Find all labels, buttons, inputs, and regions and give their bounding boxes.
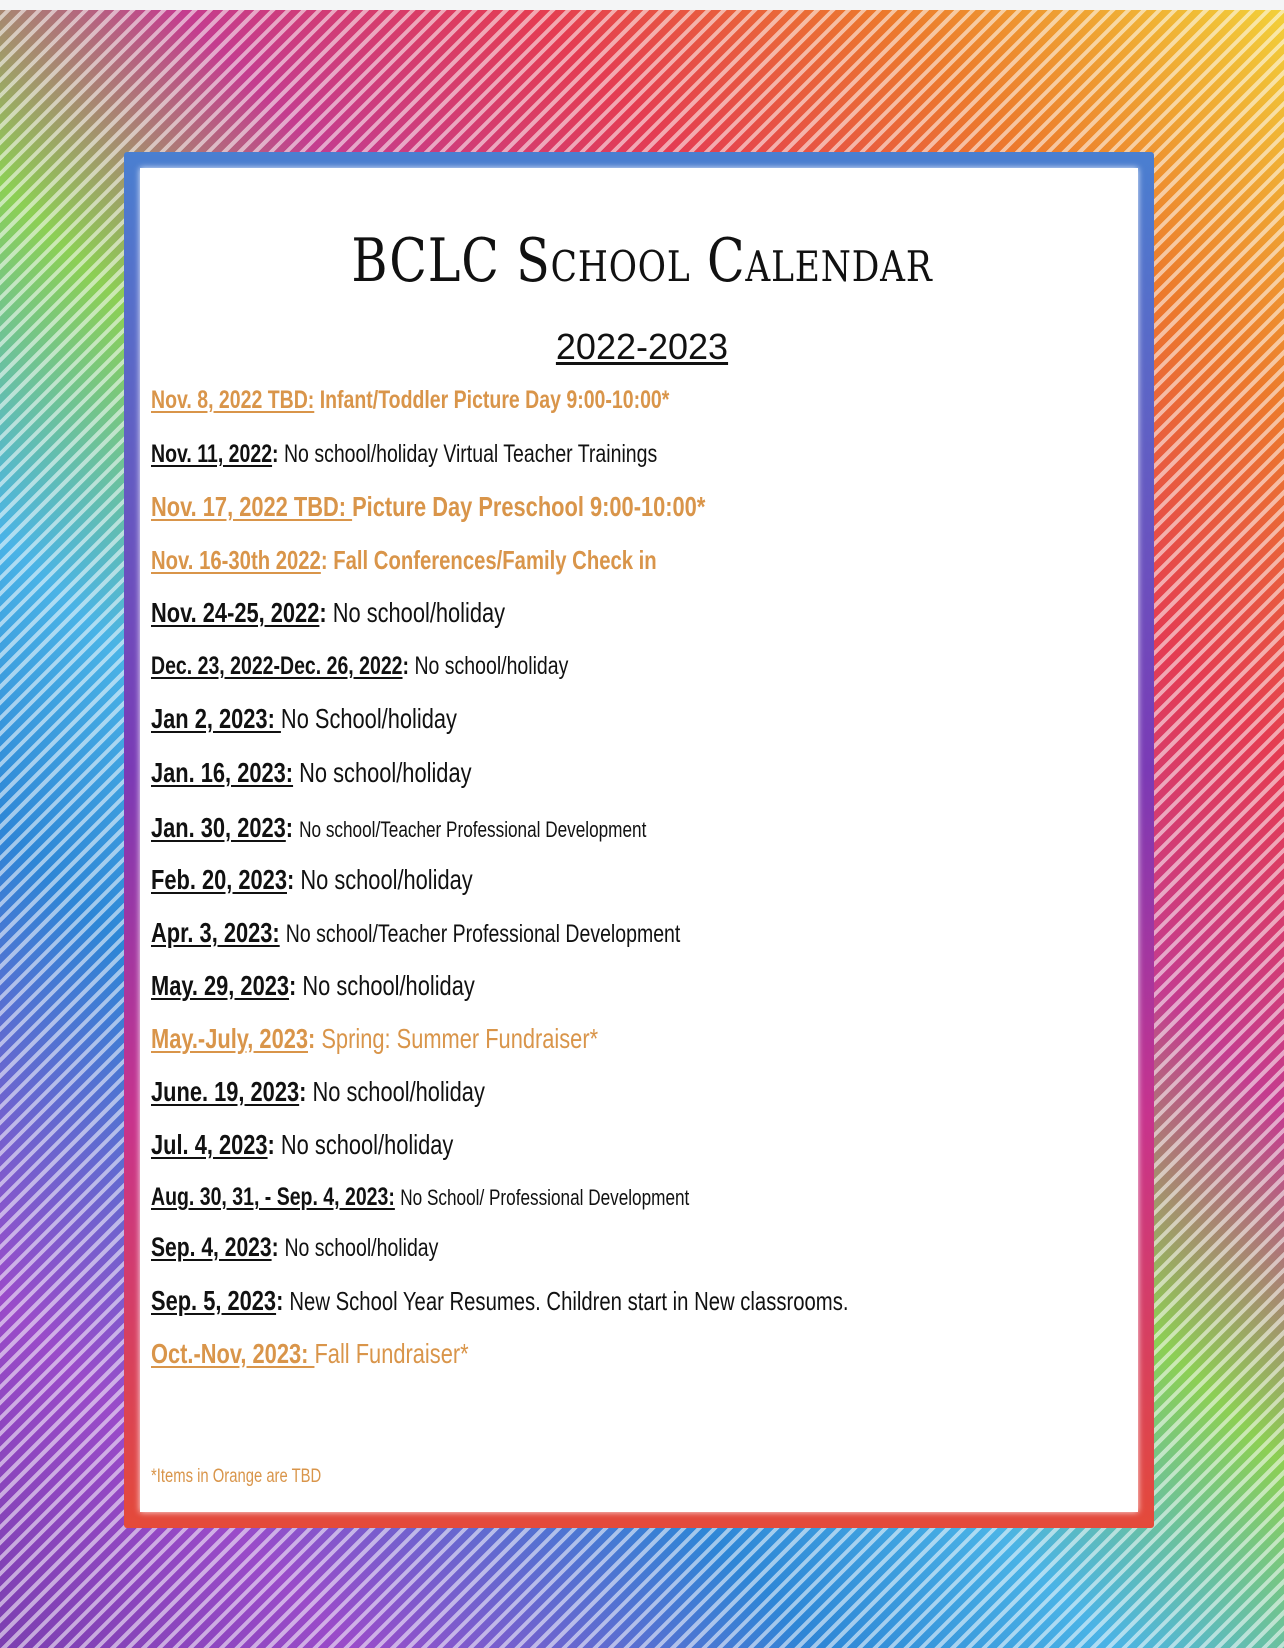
calendar-entry xyxy=(151,491,705,523)
entry-date: Jul. 4, 2023 xyxy=(151,1129,268,1160)
entry-description: No school/holiday xyxy=(300,864,473,895)
entry-date: Nov. 11, 2022 xyxy=(151,440,273,468)
calendar-entry xyxy=(151,1076,485,1108)
entry-description: Picture Day Preschool 9:00-10:00* xyxy=(352,491,706,522)
entry-date: Nov. 17, 2022 TBD: xyxy=(151,491,353,522)
entry-date: Nov. 8, 2022 TBD: xyxy=(151,386,315,414)
calendar-entry xyxy=(151,545,657,576)
entry-description: No school/holiday xyxy=(302,970,475,1001)
calendar-entry xyxy=(151,652,568,681)
entry-date: May.-July, 2023 xyxy=(151,1023,309,1054)
entry-description: No school/holiday xyxy=(312,1076,485,1107)
school-year: 2022-2023 xyxy=(555,326,729,367)
calendar-entry xyxy=(151,970,475,1002)
entry-date: Nov. 16-30th 2022 xyxy=(151,545,321,575)
entry-date: Jan. 30, 2023 xyxy=(151,812,286,843)
top-strip xyxy=(0,0,1284,10)
entry-separator: : xyxy=(286,864,301,895)
calendar-entry xyxy=(151,1285,848,1317)
calendar-entry xyxy=(151,812,646,844)
entry-description: Infant/Toddler Picture Day 9:00-10:00* xyxy=(319,386,670,414)
calendar-entry xyxy=(151,864,473,896)
entry-date: May. 29, 2023 xyxy=(151,970,290,1001)
entry-description: No school/Teacher Professional Development xyxy=(285,920,681,948)
entry-description: Spring: Summer Fundraiser* xyxy=(321,1023,599,1054)
entry-separator: : xyxy=(320,545,334,575)
entry-description: Fall Fundraiser* xyxy=(314,1338,469,1369)
entry-description: Fall Conferences/Family Check in xyxy=(333,545,657,575)
entry-date: Jan. 16, 2023: xyxy=(151,757,294,788)
entry-separator: : xyxy=(267,1129,281,1160)
entry-date: Sep. 5, 2023 xyxy=(151,1285,277,1316)
calendar-entry xyxy=(151,1232,438,1263)
entry-separator: : xyxy=(272,440,284,468)
calendar-entry xyxy=(151,1183,689,1212)
entry-separator: : xyxy=(299,1076,313,1107)
entry-date: Nov. 24-25, 2022 xyxy=(151,597,320,628)
entry-separator: : xyxy=(271,1232,285,1262)
entry-description: No school/Teacher Professional Development xyxy=(299,817,647,842)
calendar-entry xyxy=(151,757,472,789)
calendar-entry xyxy=(151,917,680,949)
entry-description: New School Year Resumes. Children start in New classrooms. xyxy=(289,1286,849,1316)
entry-date: Feb. 20, 2023 xyxy=(151,864,287,895)
entry-date: Aug. 30, 31, - Sep. 4, 2023: xyxy=(151,1183,395,1211)
entry-date: June. 19, 2023 xyxy=(151,1076,300,1107)
entry-date: Dec. 23, 2022-Dec. 26, 2022 xyxy=(151,652,403,680)
entry-separator: : xyxy=(402,652,415,680)
entry-date: Apr. 3, 2023: xyxy=(151,917,280,948)
entry-separator: : xyxy=(276,1285,290,1316)
entry-description: No school/holiday xyxy=(414,652,569,680)
calendar-entry xyxy=(151,703,457,735)
page-title: BCLC School Calendar xyxy=(351,226,933,296)
entry-separator: : xyxy=(308,1023,322,1054)
calendar-entry xyxy=(151,440,657,469)
entry-separator: : xyxy=(319,597,333,628)
calendar-entry xyxy=(151,1129,453,1161)
entry-description: No school/holiday Virtual Teacher Trainings xyxy=(283,440,658,468)
entry-description: No school/holiday xyxy=(284,1234,439,1262)
entry-separator: : xyxy=(285,812,300,843)
entry-description: No School/ Professional Development xyxy=(400,1185,690,1210)
entry-date: Oct.-Nov, 2023: xyxy=(151,1338,315,1369)
entry-description: No School/holiday xyxy=(280,703,457,734)
calendar-entry xyxy=(151,1023,598,1055)
entry-date: Sep. 4, 2023 xyxy=(151,1232,272,1262)
entry-separator: : xyxy=(289,970,303,1001)
calendar-entry xyxy=(151,1338,469,1370)
entry-date: Jan 2, 2023: xyxy=(151,703,281,734)
entry-description: No school/holiday xyxy=(332,597,506,628)
entry-description: No school/holiday xyxy=(280,1129,454,1160)
calendar-entry xyxy=(151,386,669,415)
entry-description: No school/holiday xyxy=(299,757,472,788)
footnote: *Items in Orange are TBD xyxy=(151,1466,322,1487)
calendar-entry xyxy=(151,597,505,629)
